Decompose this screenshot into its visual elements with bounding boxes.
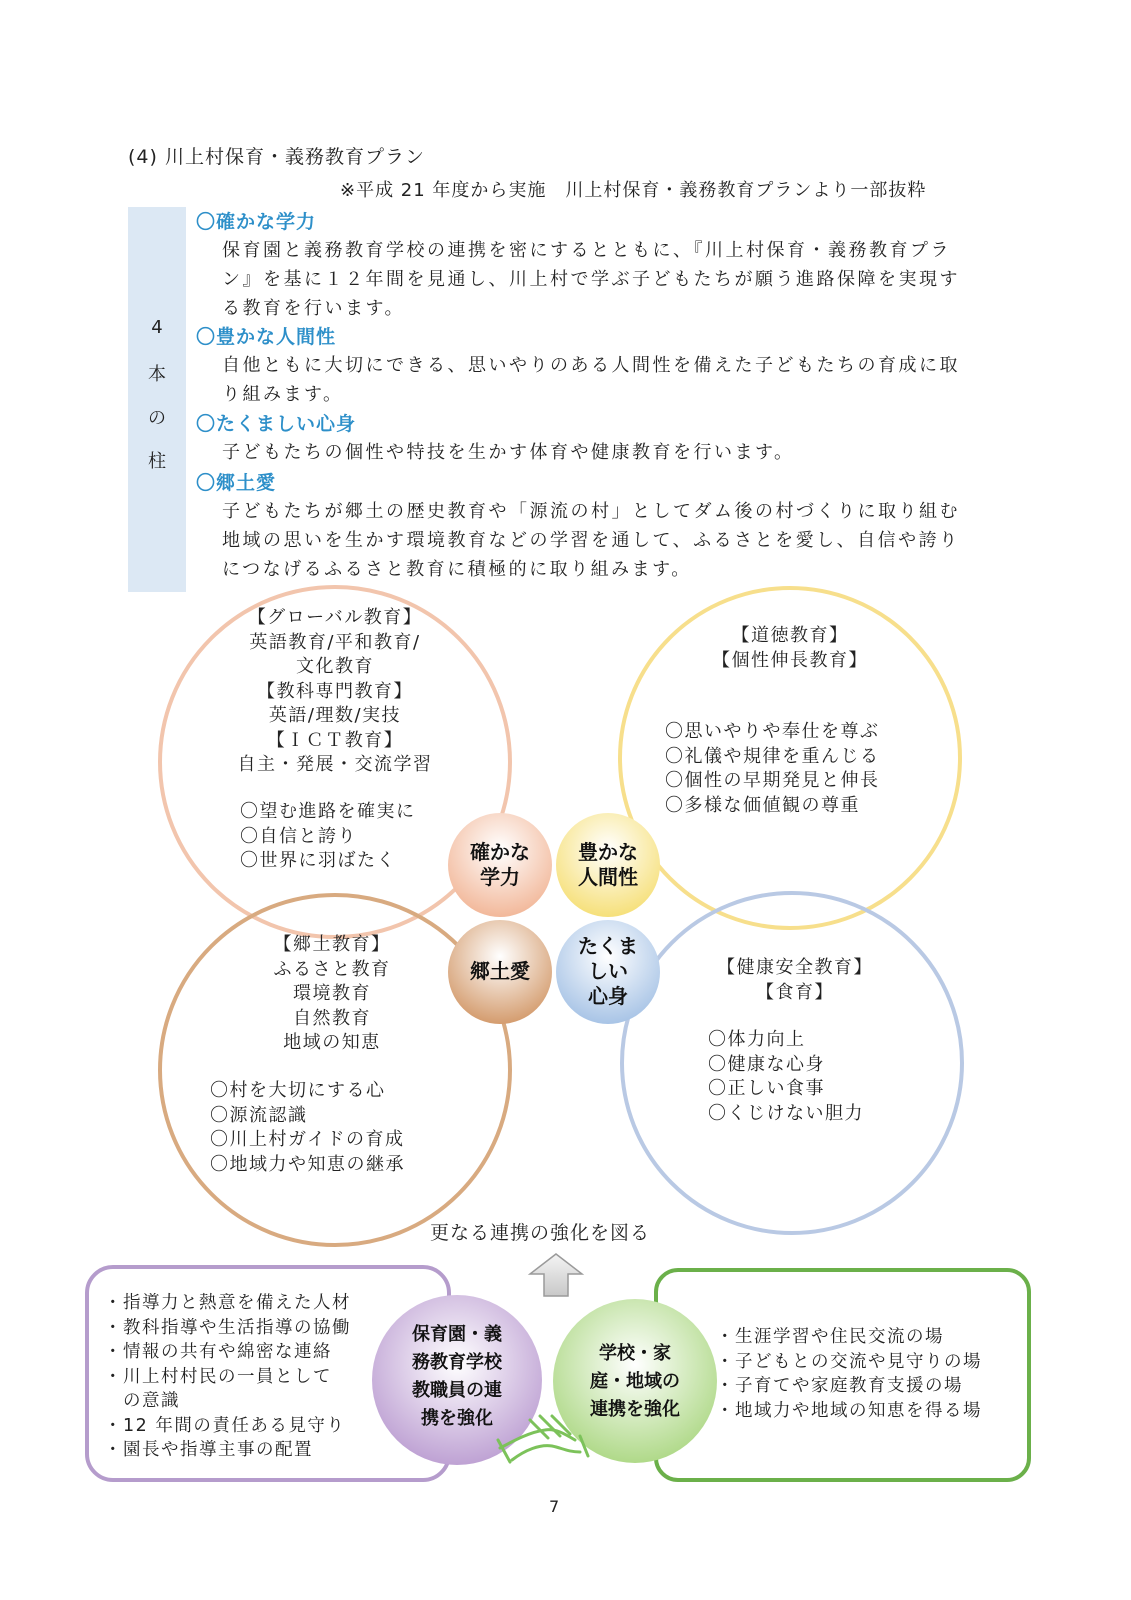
program-line: 【健康安全教育】 xyxy=(717,957,873,978)
circle-top-right-programs xyxy=(680,624,900,673)
core-label-academic xyxy=(455,840,545,890)
core-label-humanity xyxy=(563,840,653,890)
program-line: 文化教育 xyxy=(296,656,374,677)
section-title: (4) 川上村保育・義務教育プラン xyxy=(128,146,425,168)
goal-line: 〇世界に羽ばたく xyxy=(240,850,396,871)
sidebar-char: 柱 xyxy=(148,451,166,472)
pillar-heading: 〇郷土愛 xyxy=(196,472,277,494)
core-line: 確かな xyxy=(470,840,530,864)
box-line: ・指導力と熱意を備えた人材 xyxy=(104,1293,351,1313)
box-line: ・園長や指導主事の配置 xyxy=(104,1440,313,1460)
goal-line: 〇健康な心身 xyxy=(708,1053,825,1075)
pillar-line: 自他ともに大切にできる、思いやりのある人間性を備えた子どもたちの育成に取 xyxy=(222,355,960,376)
box-line: ・川上村村民の一員として xyxy=(104,1366,332,1387)
sidebar-char: 4 xyxy=(151,317,163,338)
pillar-line: り組みます。 xyxy=(222,384,344,405)
box-line: ・子育てや家庭教育支援の場 xyxy=(716,1376,963,1396)
circle-top-right-goals xyxy=(665,720,880,818)
pillar-body xyxy=(222,438,1022,467)
left-box-list xyxy=(104,1291,394,1463)
circle-line: 連携を強化 xyxy=(590,1399,680,1420)
pillar-line: 子どもたちの個性や特技を生かす体育や健康教育を行います。 xyxy=(222,442,795,463)
goal-line: 〇川上村ガイドの育成 xyxy=(210,1129,405,1150)
box-line: ・情報の共有や綿密な連絡 xyxy=(104,1342,332,1362)
pillar-line: 保育園と義務教育学校の連携を密にするとともに、『川上村保育・義務教育プラ xyxy=(222,240,951,261)
program-line: 【教科専門教育】 xyxy=(257,680,413,702)
circle-bottom-left-goals xyxy=(210,1079,405,1177)
page-number: 7 xyxy=(549,1497,560,1516)
goal-line: 〇地域力や知恵の継承 xyxy=(210,1153,405,1175)
circle-line: 教職員の連 xyxy=(412,1380,502,1401)
circle-top-left-programs xyxy=(215,606,455,778)
circle-bottom-right-programs xyxy=(680,956,910,1005)
circle-bottom-right-goals xyxy=(708,1028,864,1126)
core-line: 郷土愛 xyxy=(470,959,530,983)
circle-top-left-goals xyxy=(240,800,416,874)
goal-line: 〇自信と誇り xyxy=(240,825,357,847)
goal-line: 〇思いやりや奉仕を尊ぶ xyxy=(665,721,880,742)
program-line: 環境教育 xyxy=(293,983,371,1004)
up-arrow-icon xyxy=(530,1254,582,1296)
goal-line: 〇村を大切にする心 xyxy=(210,1080,386,1101)
bottom-left-circle-label xyxy=(392,1321,522,1433)
box-line: ・子どもとの交流や見守りの場 xyxy=(716,1351,982,1372)
program-line: 自然教育 xyxy=(293,1007,371,1029)
right-box-list xyxy=(716,1325,1026,1423)
goal-line: 〇個性の早期発見と伸長 xyxy=(665,770,880,791)
circle-line: 学校・家 xyxy=(599,1343,671,1364)
box-line: ・教科指導や生活指導の協働 xyxy=(104,1317,351,1338)
program-line: 自主・発展・交流学習 xyxy=(237,754,433,775)
pillar-heading: 〇確かな学力 xyxy=(196,211,317,233)
pillar-line: る教育を行います。 xyxy=(222,298,406,319)
goal-line: 〇体力向上 xyxy=(708,1029,806,1050)
goal-line: 〇多様な価値観の尊重 xyxy=(665,794,860,816)
goal-line: 〇礼儀や規律を重んじる xyxy=(665,745,880,767)
program-line: 【個性伸長教育】 xyxy=(712,649,868,671)
sidebar-char: 本 xyxy=(148,364,166,385)
goal-line: 〇望む進路を確実に xyxy=(240,801,416,822)
core-line: 人間性 xyxy=(578,865,638,889)
core-line: 心身 xyxy=(588,984,628,1008)
bottom-right-circle-label xyxy=(573,1340,697,1424)
pillar-line: 子どもたちが郷土の歴史教育や「源流の村」としてダム後の村づくりに取り組む xyxy=(222,501,960,522)
program-line: 【道徳教育】 xyxy=(731,625,849,646)
sidebar-four-pillars xyxy=(128,207,186,592)
program-line: 【郷土教育】 xyxy=(273,934,391,955)
core-line: 豊かな xyxy=(578,840,638,864)
core-label-hometown-love xyxy=(455,959,545,984)
circle-bottom-left-programs xyxy=(232,933,432,1056)
program-line: 英語/理数/実技 xyxy=(268,705,402,726)
core-line: しい xyxy=(588,959,628,983)
program-line: ふるさと教育 xyxy=(273,958,391,980)
core-line: 学力 xyxy=(480,865,520,889)
program-line: 英語教育/平和教育/ xyxy=(249,631,421,653)
sidebar-char: の xyxy=(148,408,166,429)
program-line: 【ＩＣＴ教育】 xyxy=(266,729,404,751)
circle-line: 携を強化 xyxy=(421,1408,493,1429)
circle-line: 庭・地域の xyxy=(590,1371,680,1392)
goal-line: 〇正しい食事 xyxy=(708,1078,825,1099)
box-line: の意識 xyxy=(104,1391,180,1411)
pillar-line: ン』を基に１２年間を見通し、川上村で学ぶ子どもたちが願う進路保障を実現す xyxy=(222,269,960,290)
arrow-caption: 更なる連携の強化を図る xyxy=(430,1222,651,1244)
pillar-line: 地域の思いを生かす環境教育などの学習を通して、ふるさとを愛し、自信や誇り xyxy=(222,530,960,551)
box-line: ・生涯学習や住民交流の場 xyxy=(716,1327,944,1347)
pillar-body xyxy=(222,351,1022,409)
pillar-line: につなげるふるさと教育に積極的に取り組みます。 xyxy=(222,559,692,580)
core-line: たくま xyxy=(578,934,638,958)
goal-line: 〇源流認識 xyxy=(210,1104,308,1126)
pillar-body xyxy=(222,236,1022,323)
circle-line: 務教育学校 xyxy=(412,1352,502,1373)
program-line: 【食育】 xyxy=(756,981,834,1003)
box-line: ・地域力や地域の知恵を得る場 xyxy=(716,1400,982,1421)
pillar-body xyxy=(222,497,1022,584)
core-label-mind-body xyxy=(563,934,653,1009)
program-line: 【グローバル教育】 xyxy=(247,607,423,628)
pillar-heading: 〇たくましい心身 xyxy=(196,413,357,435)
goal-line: 〇くじけない胆力 xyxy=(708,1102,864,1124)
circle-line: 保育園・義 xyxy=(412,1324,502,1345)
program-line: 地域の知恵 xyxy=(283,1032,381,1053)
box-line: ・12 年間の責任ある見守り xyxy=(104,1415,346,1436)
source-note: ※平成 21 年度から実施 川上村保育・義務教育プランより一部抜粋 xyxy=(340,180,927,201)
pillar-heading: 〇豊かな人間性 xyxy=(196,326,337,348)
